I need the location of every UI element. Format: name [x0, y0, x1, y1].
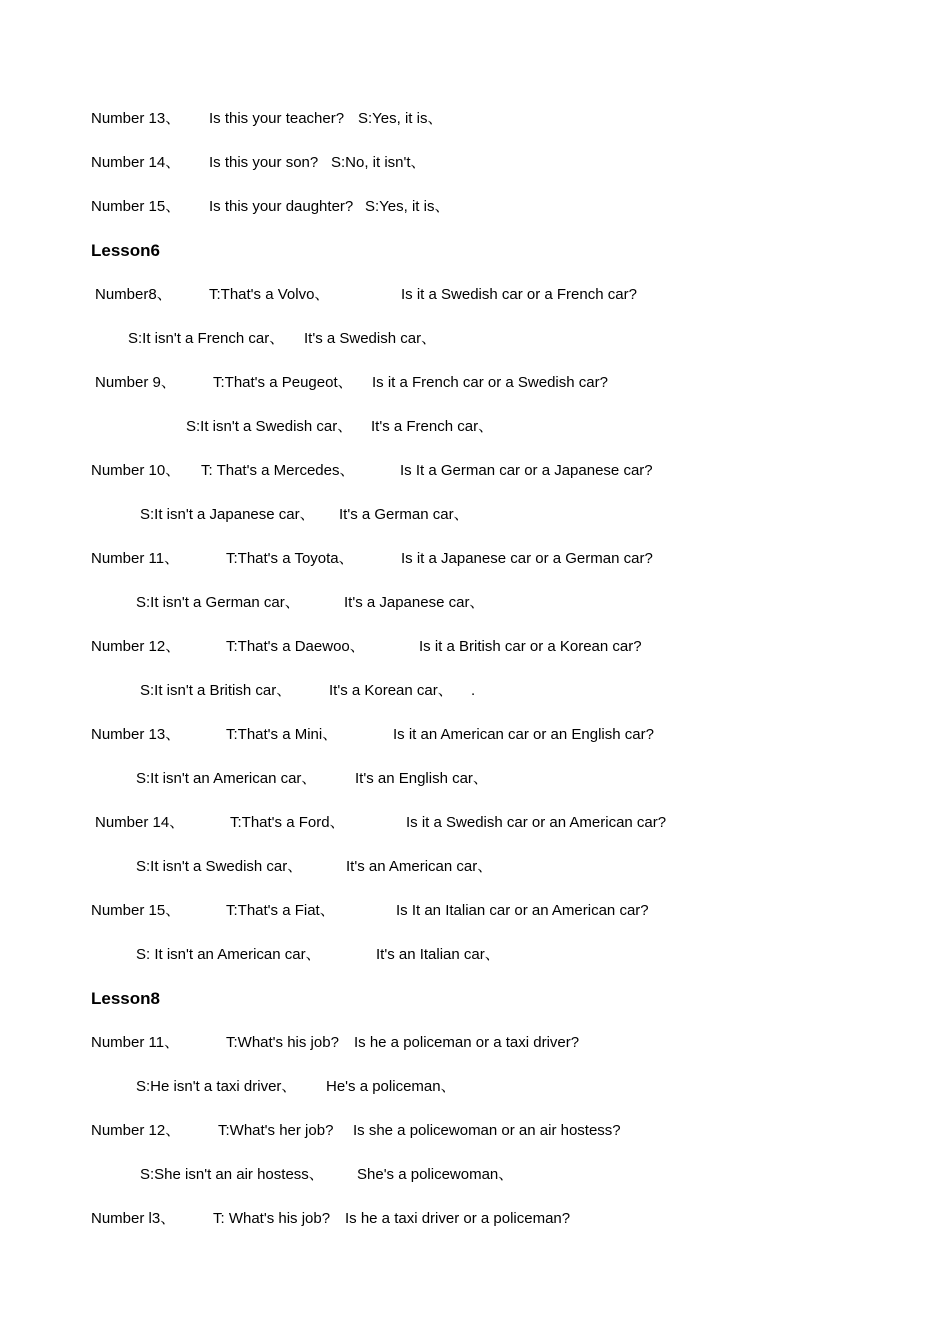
teacher-question: Is it a British car or a Korean car? [419, 638, 642, 655]
teacher-question: Is he a policeman or a taxi driver? [354, 1034, 580, 1051]
student-answer: S:It isn't a German car、 [136, 594, 300, 611]
teacher-statement: T:That's a Ford、 [230, 814, 345, 831]
line-number: Number 11、 [91, 550, 180, 567]
line-number: Number8、 [95, 286, 172, 303]
lesson-heading: Lesson6 [91, 241, 160, 260]
lesson-heading: Lesson8 [91, 989, 160, 1008]
student-answer: S: It isn't an American car、 [136, 946, 321, 963]
student-answer: S:It isn't a Swedish car、 [186, 418, 353, 435]
teacher-question: Is it a French car or a Swedish car? [372, 374, 608, 391]
line-number: Number 15、 [91, 902, 181, 919]
student-answer: It's a Japanese car、 [344, 594, 485, 611]
student-answer: It's a Swedish car、 [304, 330, 437, 347]
teacher-question: Is this your son? [209, 154, 319, 171]
line-number: Number 15、 [91, 198, 181, 215]
line-number: Number l3、 [91, 1210, 176, 1227]
student-answer: He's a policeman、 [326, 1078, 456, 1095]
teacher-question: T:What's his job? [226, 1034, 339, 1051]
student-answer: It's a Korean car、 [329, 682, 453, 699]
line-number: Number 14、 [95, 814, 185, 831]
line-number: Number 9、 [95, 374, 176, 391]
student-answer: It's an American car、 [346, 858, 493, 875]
line-number: Number 13、 [91, 726, 181, 743]
teacher-question: Is It an Italian car or an American car? [396, 902, 649, 919]
teacher-question: Is It a German car or a Japanese car? [400, 462, 653, 479]
student-answer: S:No, it isn't、 [331, 154, 426, 171]
student-answer: S:Yes, it is、 [358, 110, 443, 127]
student-answer: S:Yes, it is、 [365, 198, 450, 215]
teacher-question: Is he a taxi driver or a policeman? [345, 1210, 571, 1227]
trailing-period: . [471, 682, 476, 699]
line-number: Number 12、 [91, 1122, 181, 1139]
student-answer: S:It isn't a Japanese car、 [140, 506, 315, 523]
teacher-statement: T:That's a Peugeot、 [213, 374, 353, 391]
teacher-statement: T:That's a Volvo、 [209, 286, 330, 303]
student-answer: It's an Italian car、 [376, 946, 500, 963]
student-answer: It's a French car、 [371, 418, 494, 435]
teacher-question: Is it an American car or an English car? [393, 726, 654, 743]
dialogue-line [0, 1210, 950, 1282]
student-answer: S:It isn't a Swedish car、 [136, 858, 303, 875]
student-answer: It's an English car、 [355, 770, 488, 787]
teacher-question: Is it a Swedish car or an American car? [406, 814, 667, 831]
teacher-statement: T:That's a Toyota、 [226, 550, 354, 567]
line-number: Number 14、 [91, 154, 181, 171]
teacher-question: T: What's his job? [213, 1210, 331, 1227]
line-number: Number 12、 [91, 638, 181, 655]
teacher-question: Is she a policewoman or an air hostess? [353, 1122, 621, 1139]
teacher-question: T:What's her job? [218, 1122, 334, 1139]
student-answer: S:She isn't an air hostess、 [140, 1166, 324, 1183]
teacher-question: Is this your teacher? [209, 110, 345, 127]
line-number: Number 10、 [91, 462, 181, 479]
student-answer: S:It isn't a French car、 [128, 330, 285, 347]
teacher-statement: T:That's a Fiat、 [226, 902, 335, 919]
teacher-question: Is this your daughter? [209, 198, 354, 215]
teacher-question: Is it a Swedish car or a French car? [401, 286, 637, 303]
student-answer: S:It isn't a British car、 [140, 682, 292, 699]
student-answer: S:He isn't a taxi driver、 [136, 1078, 297, 1095]
student-answer: It's a German car、 [339, 506, 469, 523]
teacher-question: Is it a Japanese car or a German car? [401, 550, 653, 567]
line-number: Number 11、 [91, 1034, 180, 1051]
line-number: Number 13、 [91, 110, 181, 127]
teacher-statement: T:That's a Daewoo、 [226, 638, 365, 655]
student-answer: S:It isn't an American car、 [136, 770, 317, 787]
teacher-statement: T:That's a Mini、 [226, 726, 338, 743]
student-answer: She's a policewoman、 [357, 1166, 514, 1183]
teacher-statement: T: That's a Mercedes、 [201, 462, 355, 479]
